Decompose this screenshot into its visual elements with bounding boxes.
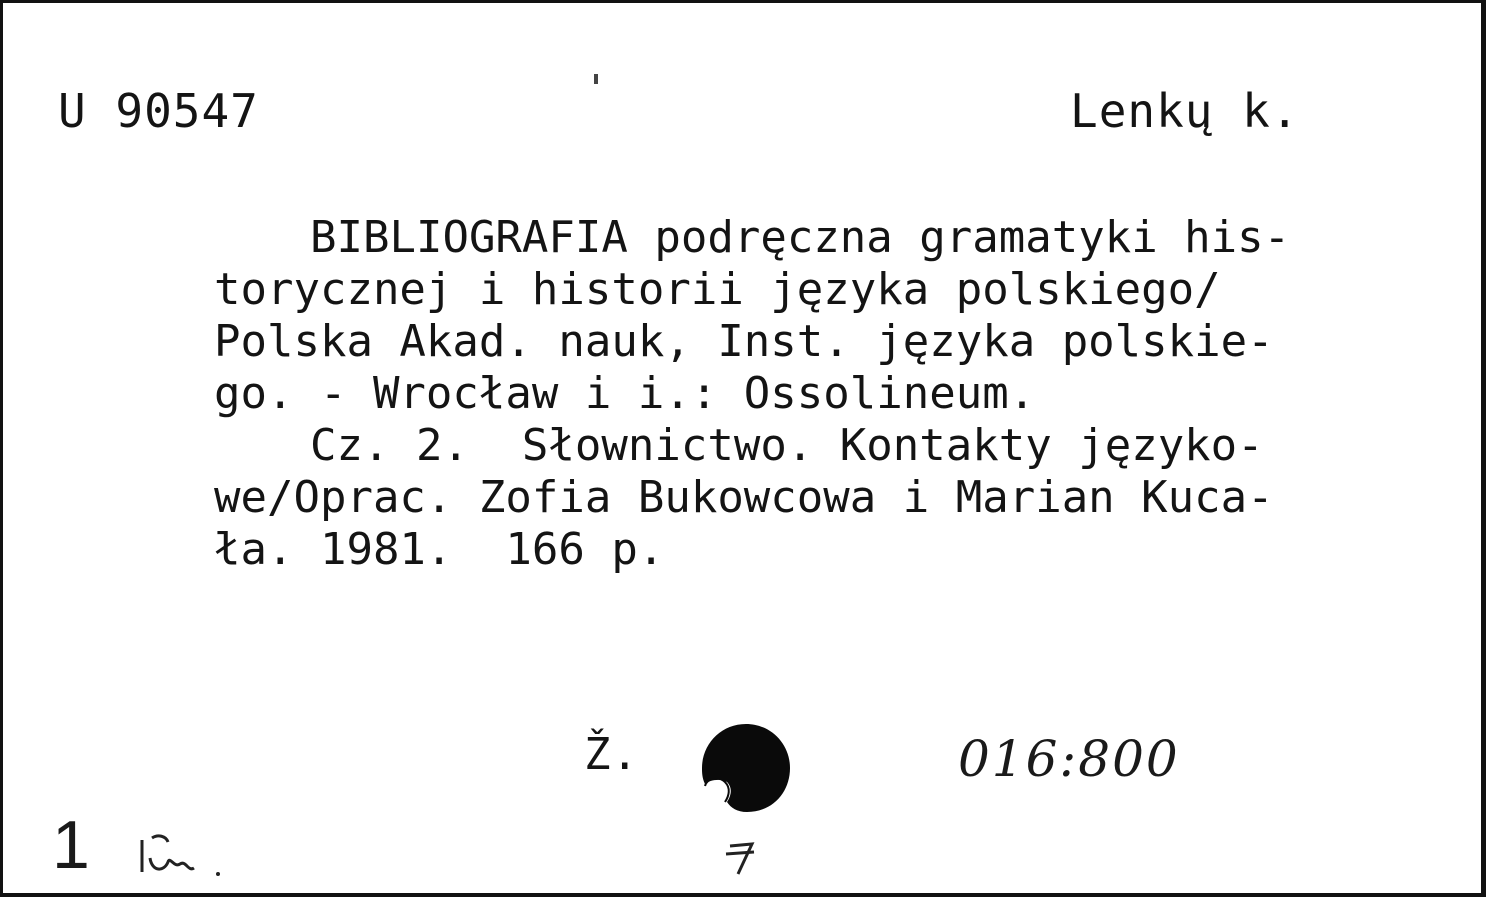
card-border-right [1481, 0, 1486, 897]
language-mark: Ž. [584, 729, 639, 780]
entry-line: go. - Wrocław i i.: Ossolineum. [214, 368, 1036, 419]
entry-line: torycznej i historii języka polskiego/ [214, 264, 1221, 315]
entry-line: ła. 1981. 166 p. [214, 524, 665, 575]
entry-line: BIBLIOGRAFIA podręczna gramatyki his- [310, 212, 1291, 263]
entry-line: Polska Akad. nauk, Inst. języka polskie- [214, 316, 1274, 367]
entry-line: Cz. 2. Słownictwo. Kontakty języko- [310, 420, 1264, 471]
punch-hole-icon [701, 722, 791, 814]
card-border-left [0, 0, 3, 897]
card-border-bottom [0, 893, 1486, 897]
call-number: U 90547 [58, 84, 259, 138]
classification-number: 016:800 [958, 730, 1180, 788]
handwritten-scribble [130, 832, 230, 880]
copy-number: 1 [52, 807, 90, 883]
entry-line: we/Oprac. Zofia Bukowcowa i Marian Kuca- [214, 472, 1274, 523]
handwritten-cross-mark [722, 840, 758, 876]
subject-heading: Lenkų k. [1070, 84, 1300, 138]
card-border-top [0, 0, 1486, 3]
ink-speck [594, 74, 598, 84]
